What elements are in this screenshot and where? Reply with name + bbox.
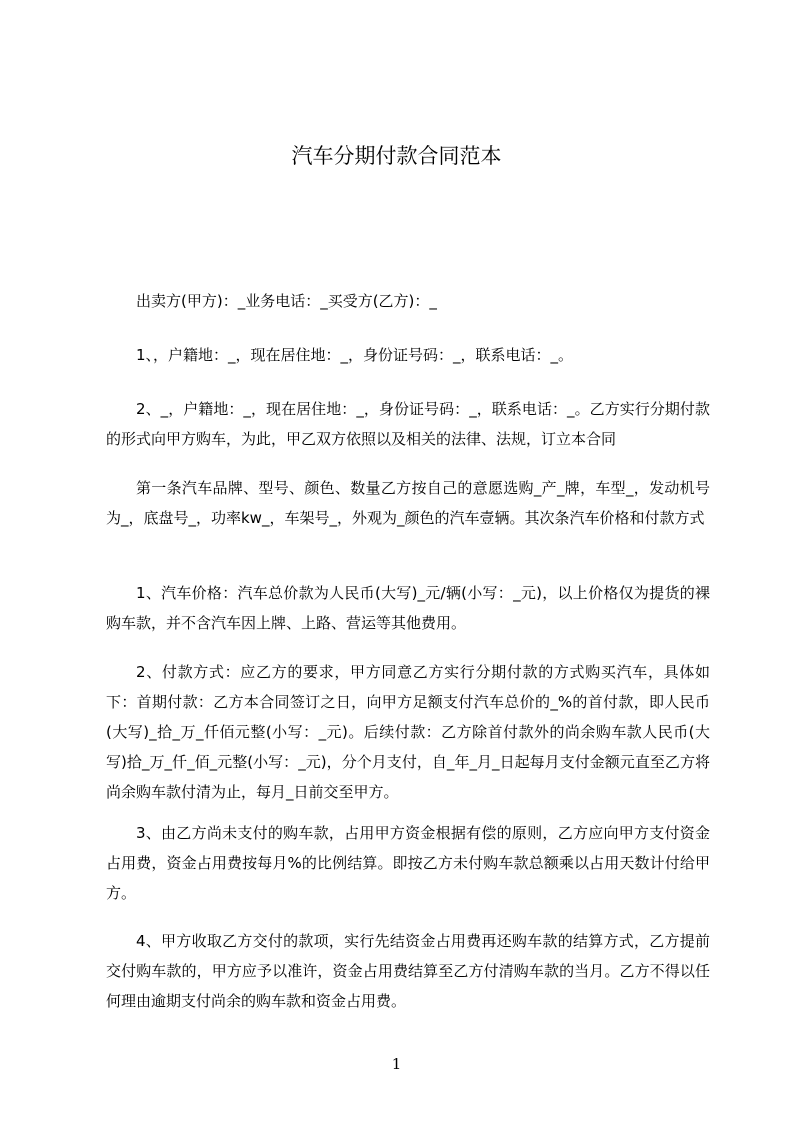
paragraph-payment-method: 2、付款方式：应乙方的要求，甲方同意乙方实行分期付款的方式购买汽车，具体如下：首期付款：乙方本合同签订之日，向甲方足额支付汽车总价的_%的首付款，即人民币(大写)_拾_万_仟佰元整(小写：_元)。后续付款：乙方除首付款外的尚余购车款人民币(大写)拾_万_仟_佰_元整(小写：_元)，分个月支付，自_年_月_日起每月支付金额元直至乙方将尚余购车款付清为止，每月_日前交至甲方。 <box>106 663 710 801</box>
page-number: 1 <box>391 1055 402 1073</box>
document-title: 汽车分期付款合同范本 <box>291 144 502 168</box>
paragraph-capital-fee: 3、由乙方尚未支付的购车款，占用甲方资金根据有偿的原则，乙方应向甲方支付资金占用费，资金占用费按每月%的比例结算。即按乙方未付购车款总额乘以占用天数计付给甲方。 <box>106 824 710 902</box>
paragraph-article-1: 第一条汽车品牌、型号、颜色、数量乙方按自己的意愿选购_产_牌，车型_，发动机号为_，底盘号_，功率kw_，车架号_，外观为_颜色的汽车壹辆。其次条汽车价格和付款方式 <box>106 479 710 527</box>
paragraph-party-2: 2、_，户籍地：_，现在居住地：_，身份证号码：_，联系电话：_。乙方实行分期付款的形式向甲方购车，为此，甲乙双方依照以及相关的法律、法规，订立本合同 <box>106 400 710 448</box>
paragraph-party-1: 1、，户籍地：_，现在居住地：_，身份证号码：_，联系电话：_。 <box>136 346 574 364</box>
paragraph-settlement: 4、甲方收取乙方交付的款项，实行先结资金占用费再还购车款的结算方式，乙方提前交付购车款的，甲方应予以准许，资金占用费结算至乙方付清购车款的当月。乙方不得以任何理由逾期支付尚余的购车款和资金占用费。 <box>106 932 710 1010</box>
paragraph-price: 1、汽车价格：汽车总价款为人民币(大写)_元/辆(小写：_元)，以上价格仅为提货的裸购车款，并不含汽车因上牌、上路、营运等其他费用。 <box>106 584 710 632</box>
paragraph-parties: 出卖方(甲方)：_业务电话：_买受方(乙方)：_ <box>136 292 437 310</box>
